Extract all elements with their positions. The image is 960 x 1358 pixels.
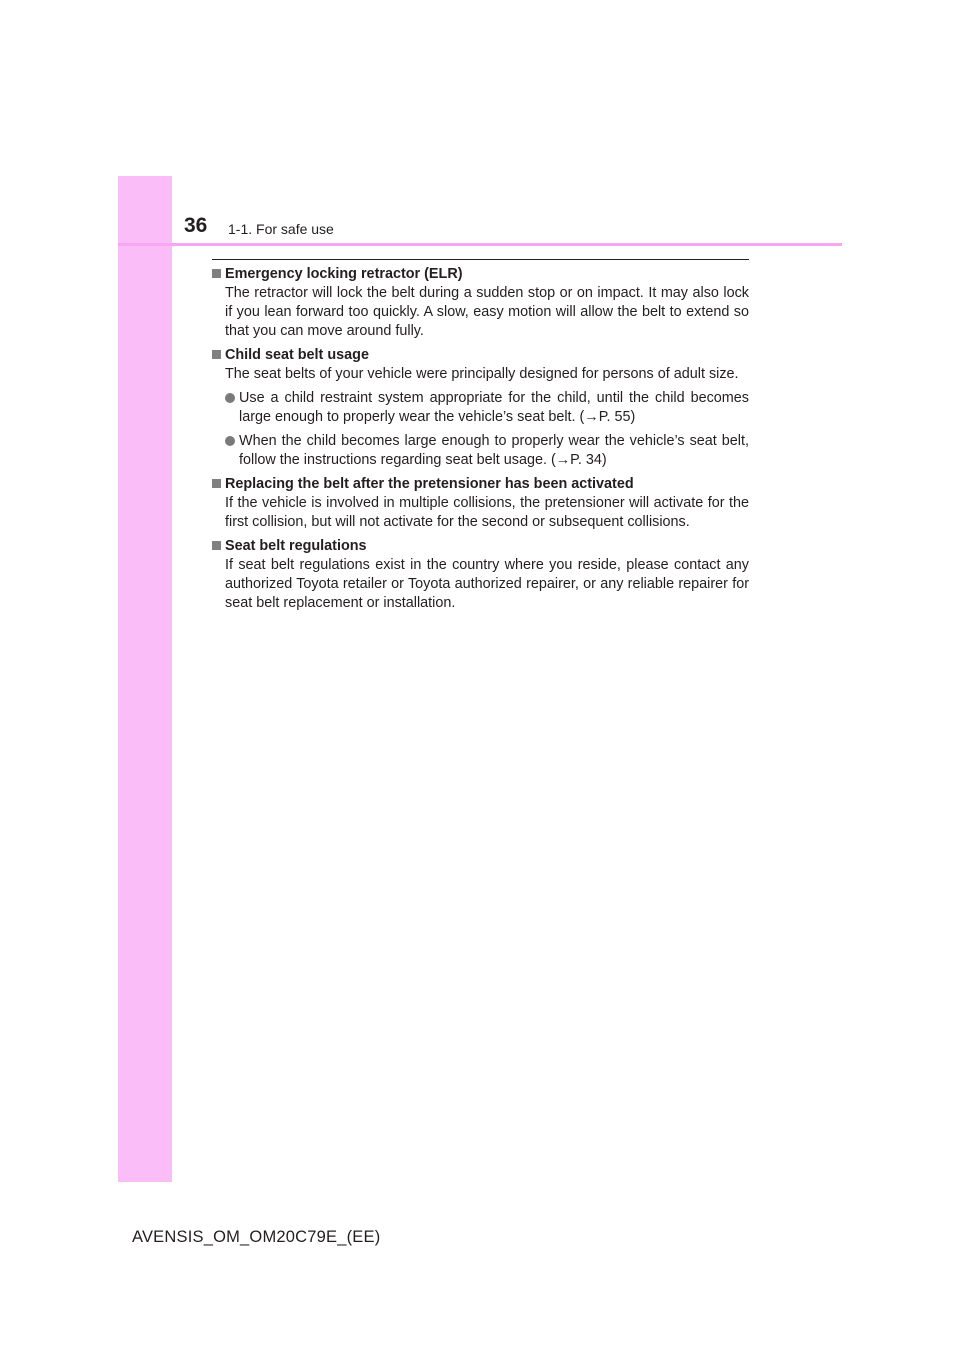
section-heading: Replacing the belt after the pretensioner has been activated	[225, 476, 634, 492]
section-heading: Emergency locking retractor (ELR)	[225, 266, 463, 282]
list-item-text: When the child becomes large enough to properly wear the vehicle’s seat belt, follow the instructions regarding seat belt usage. (→P. 34)	[239, 433, 749, 468]
list-item-text: Use a child restraint system appropriate for the child, until the child becomes large enough to properly wear the vehicle’s seat belt. (→P. 55)	[239, 390, 749, 425]
section-child-seat-belt	[212, 346, 749, 470]
page-number: 36	[184, 214, 208, 237]
section-heading: Seat belt regulations	[225, 538, 367, 554]
side-color-band	[118, 176, 172, 1182]
section-elr	[212, 265, 749, 341]
list-item	[212, 389, 749, 427]
square-bullet-icon	[212, 350, 221, 359]
circle-bullet-icon	[225, 393, 235, 403]
square-bullet-icon	[212, 269, 221, 278]
section-title: 1-1. For safe use	[228, 221, 334, 237]
section-text: If seat belt regulations exist in the country where you reside, please contact any authorized Toyota retailer or Toyota authorized repairer, or any reliable repairer for seat belt replacement or installation.	[225, 557, 749, 611]
square-bullet-icon	[212, 541, 221, 550]
document-code: AVENSIS_OM_OM20C79E_(EE)	[132, 1228, 381, 1246]
content-body	[212, 265, 749, 618]
section-text: The retractor will lock the belt during a sudden stop or on impact. It may also lock if you lean forward too quickly. A slow, easy motion will allow the belt to extend so that you can move around fully.	[225, 285, 749, 339]
section-regulations	[212, 537, 749, 613]
square-bullet-icon	[212, 479, 221, 488]
header-divider	[118, 243, 842, 246]
section-heading: Child seat belt usage	[225, 347, 369, 363]
list-item	[212, 432, 749, 470]
section-replacing-belt	[212, 475, 749, 532]
section-text: If the vehicle is involved in multiple collisions, the pretensioner will activate for the first collision, but will not activate for the second or subsequent collisions.	[225, 495, 749, 530]
circle-bullet-icon	[225, 436, 235, 446]
section-text: The seat belts of your vehicle were principally designed for persons of adult size.	[225, 366, 739, 382]
content-top-rule	[212, 259, 749, 260]
